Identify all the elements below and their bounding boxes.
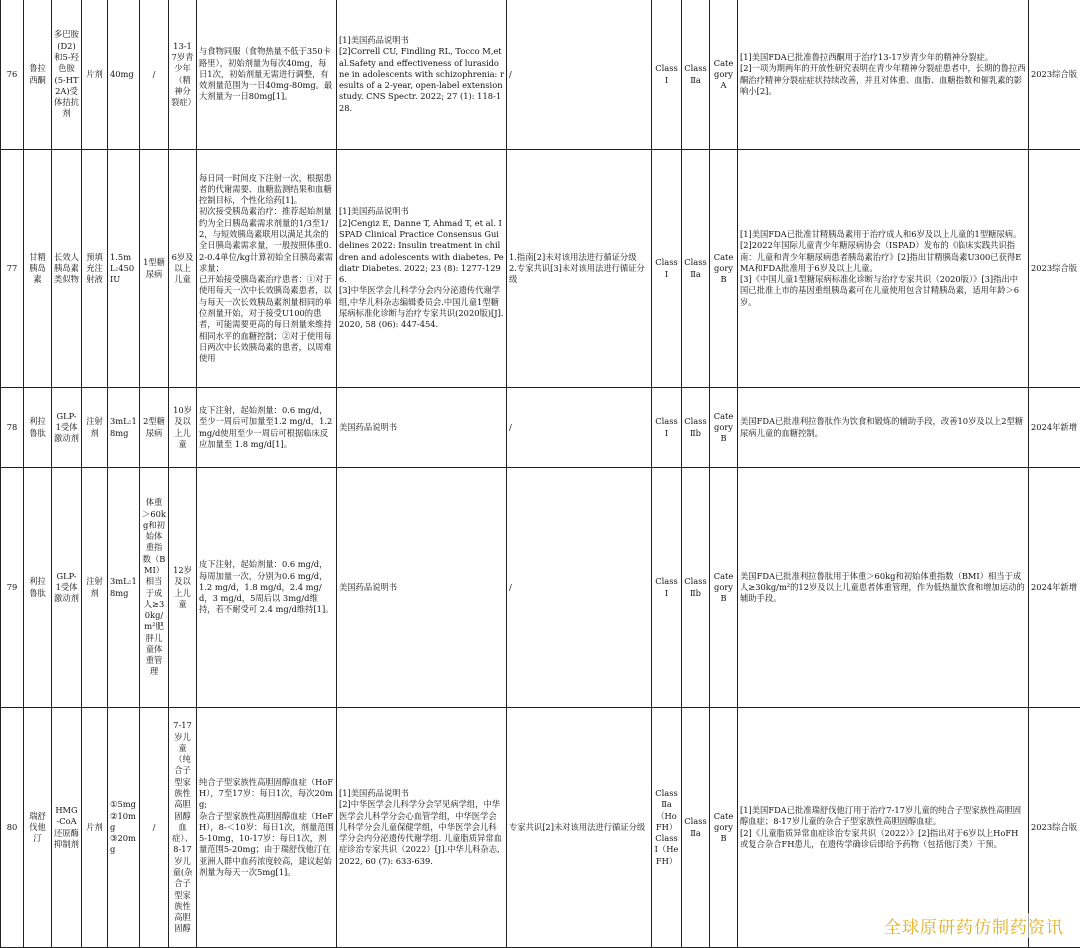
cell-desc: 美国FDA已批准利拉鲁肽作为饮食和锻炼的辅助手段，改善10岁及以上2型糖尿病儿童的血糖控制。 (738, 388, 1029, 468)
cell-no: 79 (1, 468, 24, 708)
cell-guide: / (507, 0, 652, 150)
cell-edition: 2024年新增 (1029, 388, 1080, 468)
cell-evidence: [1]美国药品说明书 [2]Cengiz E, Danne T, Ahmad T, et al. ISPAD Clinical Practice Consensus Guidelines 2022: Insulin treatment in children and adolescents with diabetes. Pediatr Diabetes. 2022; 23 (8): 1277-1296. [3]中华医学会儿科学分会内分泌遗传代谢学组,中华儿科杂志编辑委员会.中国儿童1型糖尿病标准化诊断与治疗专家共识(2020版)[J]. 2020, 58 (06): 447-454. (337, 150, 507, 388)
cell-class3: Category A (710, 0, 738, 150)
cell-indication: / (140, 0, 169, 150)
cell-dosage: 纯合子型家族性高胆固醇血症（HoFH），7至17岁：每日1次，每次20mg; 杂合子型家族性高胆固醇血症（HeFH），8-＜10岁：每日1次，剂量范围5-10mg，10-17岁：每日1次，剂量范围5-20mg；由于瑞舒伐他汀在亚洲人群中血药浓度较高，建议起始剂量为每天一次5mg[1]。 (197, 708, 337, 948)
cell-evidence: 美国药品说明书 (337, 468, 507, 708)
cell-spec: 40mg (108, 0, 140, 150)
cell-no: 78 (1, 388, 24, 468)
cell-form: 预填充注射液 (82, 150, 108, 388)
cell-dosage: 皮下注射，起始剂量：0.6 mg/d，至少一周后可加量至1.2 mg/d，1.2 mg/d使用至少一周后可根据临床反应加量至 1.8 mg/d[1]。 (197, 388, 337, 468)
cell-indication: 体重＞60kg和初始体重指数（BMI）相当于成人≥30kg/m²肥胖儿童体重管理 (140, 468, 169, 708)
cell-desc: [1]美国FDA已批准甘精胰岛素用于治疗成人和6岁及以上儿童的1型糖尿病。 [2]2022年国际儿童青少年糖尿病协会（ISPAD）发布的《临床实践共识指南：儿童和青少年糖尿病患者胰岛素治疗》[2]指出甘精胰岛素U300已获得EMA和FDA批准用于6岁及以上儿童。 [3]《中国儿童1型糖尿病标准化诊断与治疗专家共识（2020版）》[3]指出中国已批准上市的基因重组胰岛素可在儿童使用包含甘精胰岛素，适用年龄＞6岁。 (738, 150, 1029, 388)
cell-desc: [1]美国FDA已批准瑞舒伐他汀用于治疗7-17岁儿童的纯合子型家族性高胆固醇血症；8-17岁儿童的杂合子型家族性高胆固醇血症。 [2]《儿童脂质异常血症诊治专家共识（2022）》[2]指出对于6岁以上HoFH或复合杂合FH患儿，在遗传学确诊后即给予药物（包括他汀类）干预。 (738, 708, 1029, 948)
cell-class2: Class Ⅱa (682, 708, 710, 948)
cell-form: 片剂 (82, 708, 108, 948)
cell-edition: 2023综合版 (1029, 0, 1080, 150)
cell-guide: / (507, 388, 652, 468)
cell-dosage: 皮下注射，起始剂量：0.6 mg/d，每周加量一次，分别为0.6 mg/d，1.2 mg/d，1.8 mg/d，2.4 mg/d，3 mg/d，5周后以 3mg/d维持，若不耐受可 2.4 mg/d维持[1]。 (197, 468, 337, 708)
cell-no: 80 (1, 708, 24, 948)
cell-name: 利拉鲁肽 (24, 468, 52, 708)
cell-evidence: [1]美国药品说明书 [2]中华医学会儿科学分会罕见病学组，中华医学会儿科学分会心血管学组，中华医学会儿科学分会儿童保健学组，中华医学会儿科学分会内分泌遗传代谢学组. 儿童脂质异常血症诊治专家共识（2022）[J].中华儿科杂志, 2022, 60 (7): 633-639. (337, 708, 507, 948)
cell-spec: ①5mg ②10mg ③20mg (108, 708, 140, 948)
cell-category: HMG-CoA还原酶抑制剂 (52, 708, 82, 948)
cell-class1: Class Ⅰ (652, 0, 682, 150)
cell-age: 6岁及以上儿童 (169, 150, 197, 388)
cell-category: GLP-1受体激动剂 (52, 468, 82, 708)
table-row (1, 388, 1080, 468)
cell-form: 注射剂 (82, 468, 108, 708)
table-row (1, 708, 1080, 948)
cell-spec: 1.5mL:450IU (108, 150, 140, 388)
cell-no: 76 (1, 0, 24, 150)
cell-name: 利拉鲁肽 (24, 388, 52, 468)
cell-indication: 1型糖尿病 (140, 150, 169, 388)
cell-age: 13-17岁青少年（精神分裂症） (169, 0, 197, 150)
watermark-text: 全球原研药仿制药资讯 (884, 913, 1064, 938)
cell-edition: 2023综合版 (1029, 708, 1080, 948)
cell-indication: 2型糖尿病 (140, 388, 169, 468)
cell-class3: Category B (710, 150, 738, 388)
cell-class1: Class Ⅰ (652, 388, 682, 468)
cell-form: 片剂 (82, 0, 108, 150)
cell-evidence: 美国药品说明书 (337, 388, 507, 468)
cell-category: 长效人胰岛素类似物 (52, 150, 82, 388)
cell-class2: Class Ⅱb (682, 468, 710, 708)
cell-class3: Category B (710, 468, 738, 708)
cell-guide: / (507, 468, 652, 708)
cell-dosage: 与食物同服（食物热量不低于350卡路里），初始剂量为每次40mg，每日1次，初始剂量无需进行调整，有效剂量范围为一日40mg-80mg。最大剂量为一日80mg[1]。 (197, 0, 337, 150)
cell-evidence: [1]美国药品说明书 [2]Correll CU, Findling RL, Tocco M,et al.Safety and effectiveness of lurasidone in adolescents with schizophrenia: results of a 2-year, open-label extension study. CNS Spectr. 2022; 27 (1): 118-128. (337, 0, 507, 150)
table-row (1, 150, 1080, 388)
cell-indication: / (140, 708, 169, 948)
cell-name: 鲁拉西酮 (24, 0, 52, 150)
cell-desc: 美国FDA已批准利拉鲁肽用于体重＞60kg和初始体重指数（BMI）相当于成人≥30kg/m²的12岁及以上儿童患者体重管理，作为低热量饮食和增加运动的辅助手段。 (738, 468, 1029, 708)
cell-class3: Category B (710, 708, 738, 948)
table-row (1, 0, 1080, 150)
cell-dosage: 每日同一时间皮下注射一次，根据患者的代谢需要、血糖监测结果和血糖控制目标，个性化给药[1]。 初次接受胰岛素治疗：推荐起始剂量约为全日胰岛素需求剂量的1/3至1/2，与短效胰岛素联用以满足其余的全日胰岛素需求量，一般按照体重0.2-0.4单位/kg计算初始全日胰岛素需求量； 已开始接受胰岛素治疗患者：①对于使用每天一次中长效胰岛素患者，以与每天一次长效胰岛素剂量相同的单位剂量开始，对于接受U100的患者，可能需要更高的每日剂量来维持相同水平的血糖控制；②对于使用每日两次中长效胰岛素的患者，以周难使用 (197, 150, 337, 388)
cell-category: GLP-1受体激动剂 (52, 388, 82, 468)
cell-name: 瑞舒伐他汀 (24, 708, 52, 948)
cell-age: 10岁及以上儿童 (169, 388, 197, 468)
cell-guide: 专家共识[2]未对该用法进行循证分级 (507, 708, 652, 948)
cell-class1: Class Ⅰ (652, 150, 682, 388)
cell-class1: Class Ⅰ (652, 468, 682, 708)
cell-age: 12岁及以上儿童 (169, 468, 197, 708)
table-row (1, 468, 1080, 708)
cell-guide: 1.指南[2]未对该用法进行循证分级 2.专家共识[3]未对该用法进行循证分级 (507, 150, 652, 388)
cell-spec: 3mL:18mg (108, 388, 140, 468)
cell-class3: Category B (710, 388, 738, 468)
cell-no: 77 (1, 150, 24, 388)
cell-class2: Class Ⅱb (682, 388, 710, 468)
cell-class1: Class Ⅱa（HoFH）Class Ⅰ（HeFH） (652, 708, 682, 948)
cell-edition: 2024年新增 (1029, 468, 1080, 708)
cell-desc: [1]美国FDA已批准鲁拉西酮用于治疗13-17岁青少年的精神分裂症。 [2]一项为期两年的开放性研究表明在青少年精神分裂症患者中，长期的鲁拉西酮治疗精神分裂症症状持续改善，并且对体重、血脂、血糖指数和催乳素的影响小[2]。 (738, 0, 1029, 150)
cell-spec: 3mL:18mg (108, 468, 140, 708)
cell-category: 多巴胺(D2)和5-羟色胺(5-HT2A)受体拮抗剂 (52, 0, 82, 150)
cell-name: 甘精胰岛素 (24, 150, 52, 388)
cell-form: 注射剂 (82, 388, 108, 468)
cell-edition: 2023综合版 (1029, 150, 1080, 388)
cell-class2: Class Ⅱa (682, 150, 710, 388)
cell-age: 7-17岁儿童（纯合子型家族性高胆固醇血症）、8-17岁儿童(杂合子型家族性高胆固醇 (169, 708, 197, 948)
cell-class2: Class Ⅱa (682, 0, 710, 150)
